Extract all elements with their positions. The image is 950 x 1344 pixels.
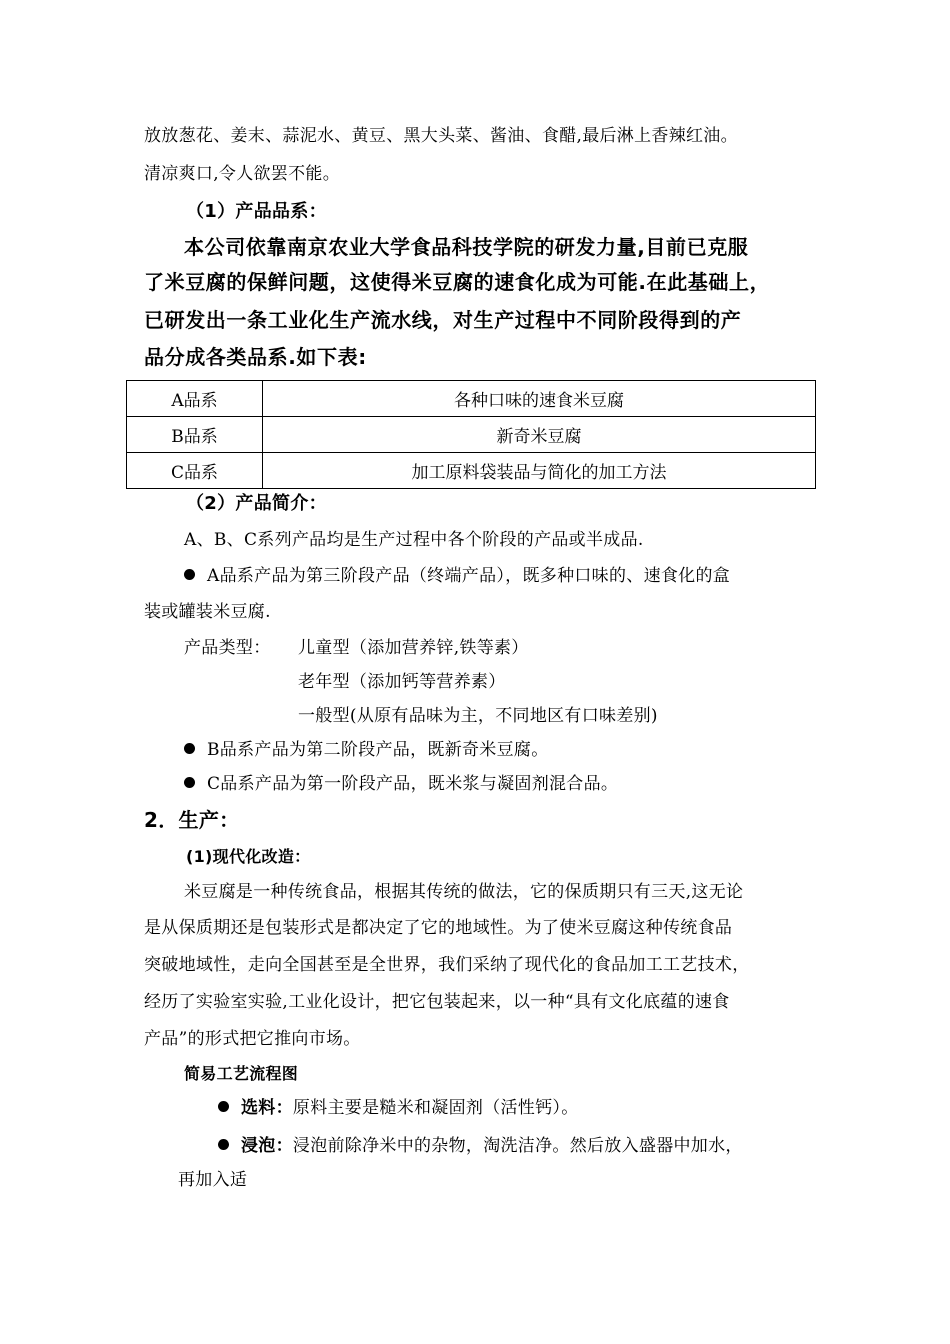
product-type-item: 一般型(从原有品味为主，不同地区有口味差别) (298, 706, 658, 726)
series-cell: C品系 (127, 453, 263, 489)
table-row (127, 381, 816, 417)
product-type-item: 儿童型（添加营养锌,铁等素） (298, 638, 529, 658)
product-types-label: 产品类型： (184, 638, 271, 658)
production-para-line-3: 突破地域性，走向全国甚至是全世界，我们采纳了现代化的食品加工工艺技术， (144, 955, 750, 975)
series-cell: A品系 (127, 381, 263, 417)
series-para-line-4: 品分成各类品系.如下表: (144, 345, 367, 369)
production-para-line-4: 经历了实验室实验,工业化设计，把它包装起来，以一种“具有文化底蕴的速食 (144, 992, 730, 1012)
production-para-line-2: 是从保质期还是包装形式是都决定了它的地域性。为了使米豆腐这种传统食品 (144, 918, 733, 938)
table-row (127, 417, 816, 453)
step-selection-line: 选料：原料主要是糙米和凝固剂（活性钙）。 (218, 1096, 579, 1120)
step-soaking-continued: 再加入适 (178, 1170, 248, 1190)
product-series-table (126, 380, 816, 489)
series-para-line-3: 已研发出一条工业化生产流水线，对生产过程中不同阶段得到的产 (144, 308, 742, 332)
bullet-a-line-1: A品系产品为第三阶段产品（终端产品），既多种口味的、速食化的盒 (184, 564, 730, 588)
table-row (127, 453, 816, 489)
product-type-item: 老年型（添加钙等营养素） (298, 672, 506, 692)
flow-chart-title: 简易工艺流程图 (184, 1064, 299, 1083)
modernization-subheading: (1)现代化改造： (186, 847, 311, 866)
bullet-c-line: C品系产品为第一阶段产品，既米浆与凝固剂混合品。 (184, 772, 618, 796)
bullet-a-line-2: 装或罐装米豆腐. (144, 602, 271, 622)
series-cell: B品系 (127, 417, 263, 453)
production-heading: 2．生产： (144, 808, 240, 832)
bullet-icon (218, 1101, 229, 1112)
series-desc-cell: 加工原料袋装品与简化的加工方法 (263, 453, 816, 489)
production-para-line-1: 米豆腐是一种传统食品，根据其传统的做法，它的保质期只有三天,这无论 (184, 882, 744, 902)
series-desc-cell: 各种口味的速食米豆腐 (263, 381, 816, 417)
section-heading-product-intro: （2）产品简介： (186, 493, 327, 514)
bullet-icon (218, 1139, 229, 1150)
step-soaking-line: 浸泡：浸泡前除净米中的杂物，淘洗洁净。然后放入盛器中加水， (218, 1134, 743, 1158)
intro-line-1: 放放葱花、姜末、蒜泥水、黄豆、黑大头菜、酱油、食醋,最后淋上香辣红油。 (144, 126, 738, 146)
intro-line-2: 清凉爽口,令人欲罢不能。 (144, 164, 341, 184)
section-heading-product-series: （1）产品品系： (186, 201, 327, 222)
series-para-line-1: 本公司依靠南京农业大学食品科技学院的研发力量,目前已克服 (184, 235, 749, 259)
intro-summary-line: A、B、C系列产品均是生产过程中各个阶段的产品或半成品. (184, 530, 644, 550)
series-desc-cell: 新奇米豆腐 (263, 417, 816, 453)
bullet-icon (184, 743, 195, 754)
series-para-line-2: 了米豆腐的保鲜问题，这使得米豆腐的速食化成为可能.在此基础上， (144, 270, 771, 294)
bullet-icon (184, 777, 195, 788)
bullet-icon (184, 569, 195, 580)
bullet-b-line: B品系产品为第二阶段产品，既新奇米豆腐。 (184, 738, 549, 762)
production-para-line-5: 产品”的形式把它推向市场。 (144, 1029, 361, 1049)
